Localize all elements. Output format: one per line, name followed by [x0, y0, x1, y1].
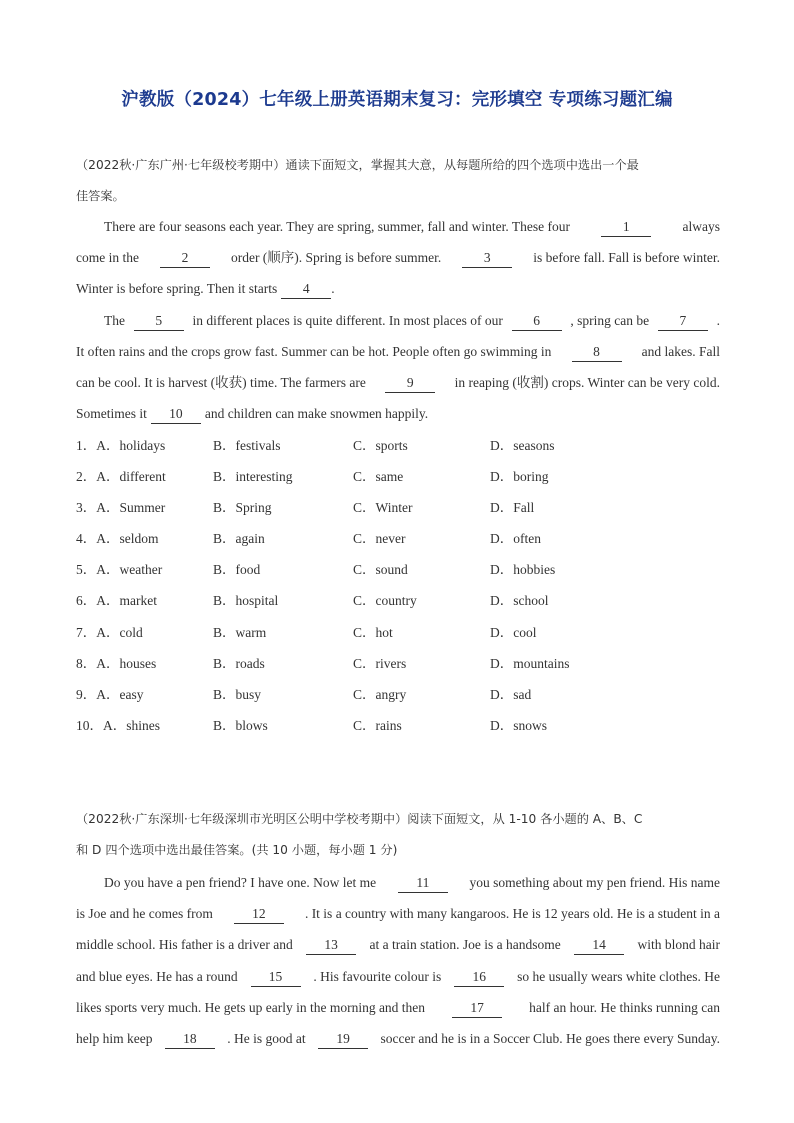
passage-line	[76, 961, 720, 992]
option-b: B．warm	[213, 624, 267, 640]
blank-6: 6	[512, 312, 562, 331]
question-options-row	[76, 679, 716, 710]
blank-13: 13	[306, 936, 356, 955]
passage-text: Do you have a pen friend? I have one. Now let me	[104, 875, 377, 890]
question-options-row	[76, 710, 716, 741]
option-d: D．snows	[490, 717, 548, 733]
blank-18: 18	[165, 1030, 215, 1049]
question-options-row	[76, 617, 716, 648]
passage-line	[76, 1023, 720, 1054]
question-options-row	[76, 554, 716, 585]
option-a: 9．A．easy	[76, 686, 144, 702]
option-b: B．interesting	[213, 469, 293, 485]
option-d: D．sad	[490, 686, 532, 702]
option-c: C．angry	[353, 686, 407, 702]
option-d: D．boring	[490, 469, 549, 485]
question-options-row	[76, 585, 716, 616]
option-a: 4．A．seldom	[76, 531, 159, 547]
passage-text: and lakes. Fall	[641, 343, 720, 359]
blank-11: 11	[398, 874, 448, 893]
option-c: C．Winter	[353, 500, 413, 516]
passage-text: It often rains and the crops grow fast. Summer can be hot. People often go swimming in	[76, 343, 552, 359]
option-b: B．Spring	[213, 500, 272, 516]
blank-2: 2	[160, 249, 210, 268]
section2-instructions-line1: （2022秋·广东深圳·七年级深圳市光明区公明中学校考期中）阅读下面短文，从 1-10 各小题的 A、B、C	[76, 812, 643, 826]
option-c: C．hot	[353, 624, 393, 640]
passage-text: in reaping (收割) crops. Winter can be very cold.	[454, 374, 720, 390]
passage-text: with blond hair	[637, 937, 720, 953]
option-c: C．never	[353, 531, 406, 547]
passage-text: help him keep	[76, 1030, 153, 1046]
section2-passage	[76, 867, 720, 1054]
question-options-row	[76, 523, 716, 554]
blank-5: 5	[134, 312, 184, 331]
option-d: D．school	[490, 593, 549, 609]
option-a: 5．A．weather	[76, 562, 163, 578]
section1-instructions	[76, 150, 720, 212]
passage-line	[76, 367, 720, 398]
option-c: C．sports	[353, 438, 408, 453]
option-a: 2．A．different	[76, 469, 166, 485]
option-d: D．seasons	[490, 438, 555, 453]
option-b: B．hospital	[213, 593, 279, 609]
blank-7: 7	[658, 312, 708, 331]
passage-text: is Joe and he comes from	[76, 906, 213, 922]
section1-instructions-line2: 佳答案。	[76, 189, 125, 203]
passage-text: is before fall. Fall is before winter.	[533, 250, 720, 266]
passage-line	[76, 867, 720, 898]
blank-19: 19	[318, 1030, 368, 1049]
question-options-row	[76, 461, 716, 492]
passage-text: you something about my pen friend. His name	[469, 875, 720, 890]
passage-line	[76, 898, 720, 929]
option-a: 6．A．market	[76, 593, 157, 609]
option-a: 7．A．cold	[76, 624, 143, 640]
section2-instructions	[76, 804, 720, 866]
passage-text: always	[682, 219, 720, 234]
blank-9: 9	[385, 374, 435, 393]
passage-text: , spring can be	[570, 312, 650, 328]
blank-3: 3	[462, 249, 512, 268]
option-b: B．food	[213, 562, 261, 578]
blank-16: 16	[454, 968, 504, 987]
section1-passage	[76, 211, 720, 429]
blank-1: 1	[601, 218, 651, 237]
option-c: C．rains	[353, 717, 402, 733]
passage-text: half an hour. He thinks running can	[529, 999, 720, 1015]
passage-text: Winter is before spring. Then it starts	[76, 281, 278, 297]
option-c: C．sound	[353, 562, 408, 578]
option-d: D．Fall	[490, 500, 535, 516]
blank-17: 17	[452, 999, 502, 1018]
question-options-row	[76, 648, 716, 679]
option-b: B．again	[213, 531, 265, 547]
option-a: 10．A．shines	[76, 717, 160, 733]
section1-instructions-line1: （2022秋·广东广州·七年级校考期中）通读下面短文，掌握其大意，从每题所给的四个选项中选出一个最	[76, 158, 639, 172]
option-d: D．cool	[490, 624, 537, 640]
blank-10: 10	[151, 405, 201, 424]
passage-text: come in the	[76, 250, 139, 266]
passage-text: and children can make snowmen happily.	[204, 406, 429, 422]
passage-text: . He is good at	[227, 1030, 306, 1046]
passage-line	[76, 929, 720, 960]
passage-text: .	[716, 312, 720, 328]
passage-text: can be cool. It is harvest (收获) time. The farmers are	[76, 374, 366, 390]
passage-text: and blue eyes. He has a round	[76, 968, 238, 984]
page-title: 沪教版（2024）七年级上册英语期末复习：完形填空 专项练习题汇编	[121, 90, 673, 110]
passage-text: The	[104, 312, 125, 328]
passage-text: in different places is quite different. In most places of our	[192, 312, 503, 328]
passage-text: Sometimes it	[76, 406, 147, 422]
option-d: D．hobbies	[490, 562, 556, 578]
option-a: 3．A．Summer	[76, 500, 166, 516]
passage-line	[76, 336, 720, 367]
passage-line	[76, 992, 720, 1023]
passage-text: There are four seasons each year. They are spring, summer, fall and winter. These four	[104, 219, 571, 234]
passage-text: . It is a country with many kangaroos. He is 12 years old. He is a student in a	[304, 906, 720, 922]
option-d: D．often	[490, 531, 541, 547]
passage-text: order (顺序). Spring is before summer.	[230, 250, 442, 266]
passage-text: soccer and he is in a Soccer Club. He goes there every Sunday.	[380, 1030, 720, 1046]
question-options-row	[76, 492, 716, 523]
passage-text: .	[331, 281, 335, 297]
blank-12: 12	[234, 905, 284, 924]
passage-text: likes sports very much. He gets up early in the morning and then	[76, 999, 426, 1015]
passage-text: . His favourite colour is	[313, 968, 442, 984]
passage-line	[76, 273, 720, 304]
option-b: B．roads	[213, 655, 265, 671]
option-a: 1．A．holidays	[76, 438, 166, 453]
blank-8: 8	[572, 343, 622, 362]
passage-text: middle school. His father is a driver and	[76, 937, 293, 953]
blank-14: 14	[574, 936, 624, 955]
section1-options	[76, 430, 716, 741]
section2-instructions-line2: 和 D 四个选项中选出最佳答案。(共 10 小题，每小题 1 分)	[76, 843, 398, 857]
blank-4: 4	[281, 280, 331, 299]
option-c: C．rivers	[353, 655, 407, 671]
option-b: B．blows	[213, 717, 268, 733]
passage-line	[76, 242, 720, 273]
option-c: C．same	[353, 469, 404, 485]
question-options-row	[76, 430, 716, 461]
passage-line	[76, 305, 720, 336]
blank-15: 15	[251, 968, 301, 987]
option-c: C．country	[353, 593, 417, 609]
passage-text: so he usually wears white clothes. He	[517, 968, 720, 984]
passage-text: at a train station. Joe is a handsome	[369, 937, 561, 953]
option-b: B．busy	[213, 686, 262, 702]
passage-line	[76, 211, 720, 242]
passage-line	[76, 398, 720, 429]
option-b: B．festivals	[213, 438, 281, 453]
option-a: 8．A．houses	[76, 655, 157, 671]
option-d: D．mountains	[490, 655, 570, 671]
